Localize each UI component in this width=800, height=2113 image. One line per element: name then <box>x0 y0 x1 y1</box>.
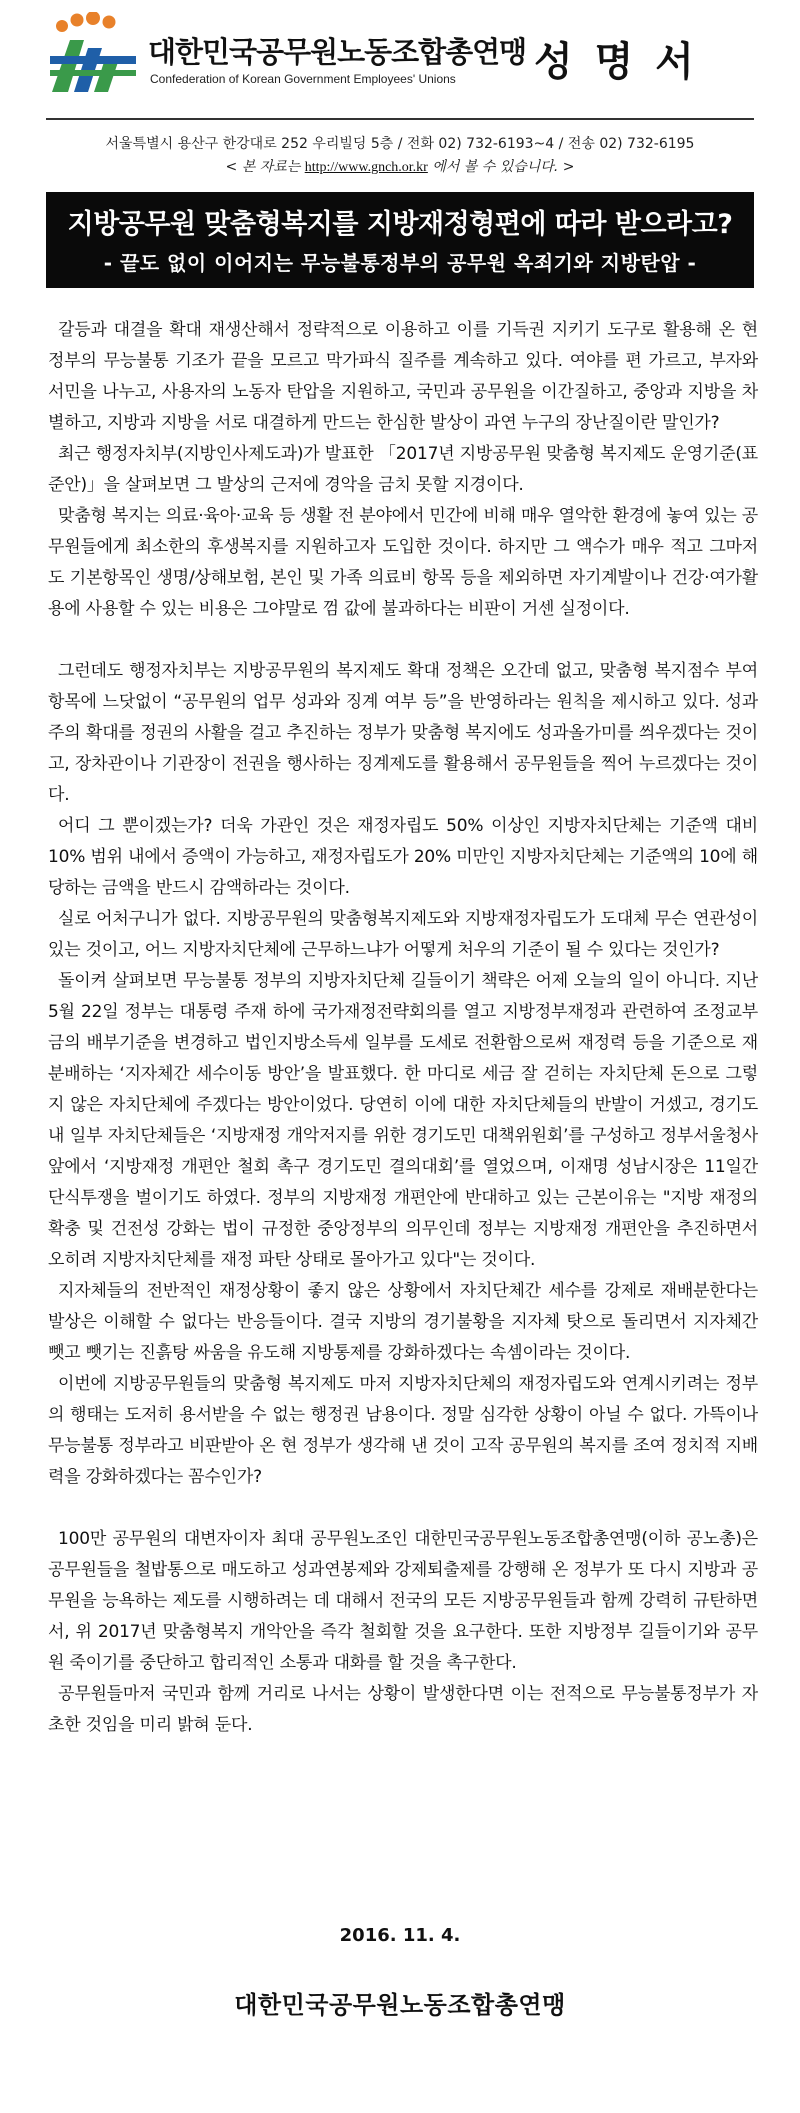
paragraph: 갈등과 대결을 확대 재생산해서 정략적으로 이용하고 이를 기득권 지키기 도구로 활용해 온 현 정부의 무능불통 기조가 끝을 모르고 막가파식 질주를 계속하고 있다. 여야를 편 가르고, 부자와 서민을 나누고, 사용자의 노동자 탄압을 지원하고, 국민과 공무원을 이간질하고, 중앙과 지방을 차별하고, 지방과 지방을 서로 대결하게 만드는 한심한 발상이 과연 누구의 장난질이란 말인가? <box>48 320 758 433</box>
statement-body <box>48 315 758 1741</box>
headline-banner <box>46 192 754 288</box>
paragraph: 돌이켜 살펴보면 무능불통 정부의 지방자치단체 길들이기 책략은 어제 오늘의 일이 아니다. 지난 5월 22일 정부는 대통령 주재 하에 국가재정전략회의를 열고 지방정부재정과 관련하여 조정교부금의 배부기준을 변경하고 법인지방소득세 일부를 도세로 전환함으로써 재정력 등을 기준으로 재분배하는 ‘지자체간 세수이동 방안’을 발표했다. 한 마디로 세금 잘 걷히는 자치단체 돈으로 그렇지 않은 자치단체에 주겠다는 방안이었다. 당연히 이에 대한 자치단체들의 반발이 거셌고, 경기도내 일부 자치단체들은 ‘지방재정 개악저지를 위한 경기도민 대책위원회’를 구성하고 정부서울청사 앞에서 ‘지방재정 개편안 철회 촉구 경기도민 결의대회’를 열었으며, 이재명 성남시장은 11일간 단식투쟁을 벌이기도 하였다. 정부의 지방재정 개편안에 반대하고 있는 근본이유는 "지방 재정의 확충 및 건전성 강화는 법이 규정한 중앙정부의 의무인데 정부는 지방재정 개편안을 추진하면서 오히려 지방자치단체를 재정 파탄 상태로 몰아가고 있다"는 것이다. <box>48 971 758 1270</box>
paragraph: 맞춤형 복지는 의료·육아·교육 등 생활 전 분야에서 민간에 비해 매우 열악한 환경에 놓여 있는 공무원들에게 최소한의 후생복지를 지원하고자 도입한 것이다. 하지만 그 액수가 매우 적고 그마저도 기본항목인 생명/상해보험, 본인 및 가족 의료비 항목 등을 제외하면 자기계발이나 건강·여가활용에 사용할 수 있는 비용은 그야말로 껌 값에 불과하다는 비판이 거센 실정이다. <box>48 506 758 619</box>
contact-address: 서울특별시 용산구 한강대로 252 우리빌딩 5층 / 전화 02) 732-6193~4 / 전송 02) 732-6195 <box>105 136 695 152</box>
paragraph: 최근 행정자치부(지방인사제도과)가 발표한 「2017년 지방공무원 맞춤형 복지제도 운영기준(표준안)」을 살펴보면 그 발상의 근저에 경악을 금치 못할 지경이다. <box>48 444 758 495</box>
paragraph: 100만 공무원의 대변자이자 최대 공무원노조인 대한민국공무원노동조합총연맹(이하 공노총)은 공무원들을 철밥통으로 매도하고 성과연봉제와 강제퇴출제를 강행해 온 정부가 또 다시 지방과 공무원을 능욕하는 제도를 시행하려는 데 대해서 전국의 모든 지방공무원들과 함께 강력히 규탄하면서, 위 2017년 맞춤형복지 개악안을 즉각 철회할 것을 요구한다. 또한 지방정부 길들이기와 공무원 죽이기를 중단하고 합리적인 소통과 대화를 할 것을 촉구한다. <box>48 1529 758 1673</box>
paragraph: 어디 그 뿐이겠는가? 더욱 가관인 것은 재정자립도 50% 이상인 지방자치단체는 기준액 대비 10% 범위 내에서 증액이 가능하고, 재정자립도가 20% 미만인 지방자치단체는 기준액의 10에 해당하는 금액을 반드시 감액하라는 것이다. <box>48 816 758 898</box>
headline-title: 지방공무원 맞춤형복지를 지방재정형편에 따라 받으라고? <box>67 209 733 240</box>
website-link[interactable]: http://www.gnch.or.kr <box>304 160 428 175</box>
document-type-title: 성 명 서 <box>534 39 698 85</box>
statement-date: 2016. 11. 4. <box>339 1925 461 1946</box>
paragraph: 이번에 지방공무원들의 맞춤형 복지제도 마저 지방자치단체의 재정자립도와 연계시키려는 정부의 행태는 도저히 용서받을 수 없는 행정권 남용이다. 정말 심각한 상황이 아닐 수 없다. 가뜩이나 무능불통 정부라고 비판받아 온 현 정부가 생각해 낸 것이 고작 공무원의 복지를 조여 정치적 지배력을 강화하겠다는 꼼수인가? <box>48 1374 758 1487</box>
paragraph-spacer <box>48 1493 758 1524</box>
paragraph: 실로 어처구니가 없다. 지방공무원의 맞춤형복지제도와 지방재정자립도가 도대체 무슨 연관성이 있는 것이고, 어느 지방자치단체에 근무하느냐가 어떻게 처우의 기준이 될 수 있다는 것인가? <box>48 909 758 960</box>
org-name-english: Confederation of Korean Government Employees' Unions <box>150 72 456 86</box>
letterhead <box>0 0 800 120</box>
web-notice <box>0 156 800 176</box>
paragraph: 지자체들의 전반적인 재정상황이 좋지 않은 상황에서 자치단체간 세수를 강제로 재배분한다는 발상은 이해할 수 없다는 반응들이다. 결국 지방의 경기불황을 지자체 탓으로 돌리면서 지자체간 뺏고 뺏기는 진흙탕 싸움을 유도해 지방통제를 강화하겠다는 속셈이라는 것이다. <box>48 1281 758 1363</box>
union-logo-icon <box>48 12 138 98</box>
notice-suffix: 에서 볼 수 있습니다. > <box>427 159 575 175</box>
paragraph-spacer <box>48 625 758 656</box>
header-divider <box>46 118 754 120</box>
signature-org-name: 대한민국공무원노동조합총연맹 <box>234 1991 566 2019</box>
headline-subtitle: - 끝도 없이 이어지는 무능불통정부의 공무원 옥죄기와 지방탄압 - <box>103 251 697 275</box>
paragraph: 그런데도 행정자치부는 지방공무원의 복지제도 확대 정책은 오간데 없고, 맞춤형 복지점수 부여 항목에 느닷없이 “공무원의 업무 성과와 징계 여부 등”을 반영하라는 원칙을 제시하고 있다. 성과주의 확대를 정권의 사활을 걸고 추진하는 정부가 맞춤형 복지에도 성과올가미를 씌우겠다는 것이고, 장차관이나 기관장이 전권을 행사하는 징계제도를 활용해서 공무원들을 찍어 누르겠다는 것이다. <box>48 661 758 805</box>
notice-prefix: < 본 자료는 <box>225 159 305 175</box>
paragraph: 공무원들마저 국민과 함께 거리로 나서는 상황이 발생한다면 이는 전적으로 무능불통정부가 자초한 것임을 미리 밝혀 둔다. <box>48 1684 758 1735</box>
org-name-korean: 대한민국공무원노동조합총연맹 <box>148 35 527 69</box>
